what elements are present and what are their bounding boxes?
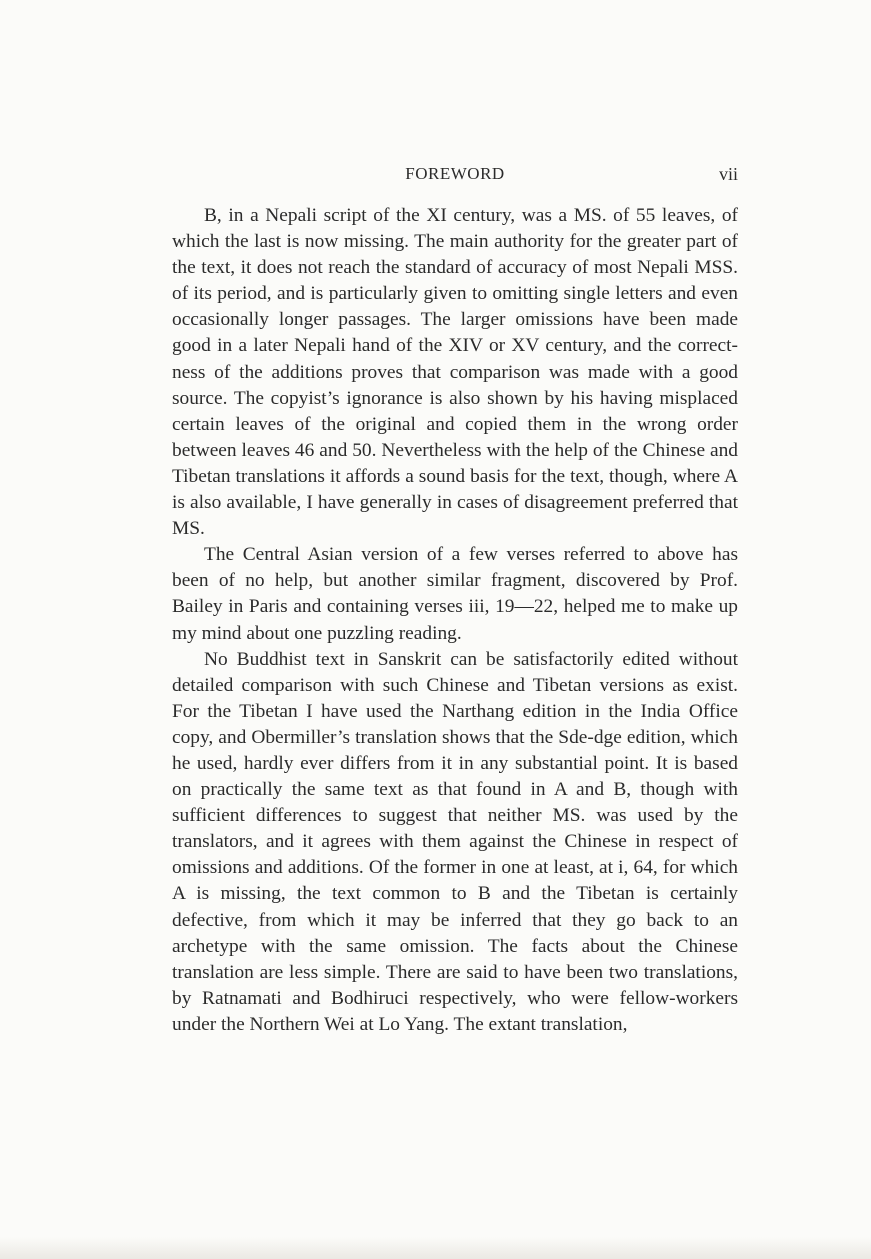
page-title: FOREWORD <box>405 164 505 183</box>
running-head <box>172 162 738 186</box>
page-number: vii <box>718 164 738 184</box>
body-text <box>172 203 738 1038</box>
paragraph-chinese-tibetan-versions: No Buddhist text in Sanskrit can be satisfactorily edited without detailed comparison with such Chinese and Tibetan versions as exist. For the Tibetan I have used the Narthang edition in the India Office copy, and Obermiller’s translation shows that the Sde-dge edition, which he used, hardly ever differs from it in any substantial point. It is based on practically the same text as that found in A and B, though with sufficient differences to suggest that neither MS. was used by the translators, and it agrees with them against the Chinese in respect of omissions and additions. Of the former in one at least, at i, 64, for which A is missing, the text common to B and the Tibetan is certainly defective, from which it may be inferred that they go back to an archetype with the same omission. The facts about the Chinese translation are less simple. There are said to have been two translations, by Ratnamati and Bodhiruci respectively, who were fellow-workers under the Northern Wei at Lo Yang. The extant translation, <box>172 648 738 1035</box>
paragraph-manuscript-b: B, in a Nepali script of the XI century, was a MS. of 55 leaves, of which the last is now missing. The main authority for the greater part of the text, it does not reach the standard of accuracy of most Nepali MSS. of its period, and is particularly given to omitting single letters and even occasionally longer passages. The larger omissions have been made good in a later Nepali hand of the XIV or XV century, and the correctness of the additions proves that comparison was made with a good source. The copyist’s ignorance is also shown by his having misplaced certain leaves of the original and copied them in the wrong order between leaves 46 and 50. Nevertheless with the help of the Chinese and Tibetan translations it affords a sound basis for the text, though, where A is also available, I have generally in cases of disagreement preferred that MS. <box>172 205 738 540</box>
page-bottom-edge <box>0 1237 871 1259</box>
paragraph-central-asian-version: The Central Asian version of a few verses referred to above has been of no help, but another similar fragment, discovered by Prof. Bailey in Paris and containing verses iii, 19—22, helped me to make up my mind about one puzzling reading. <box>172 544 738 644</box>
